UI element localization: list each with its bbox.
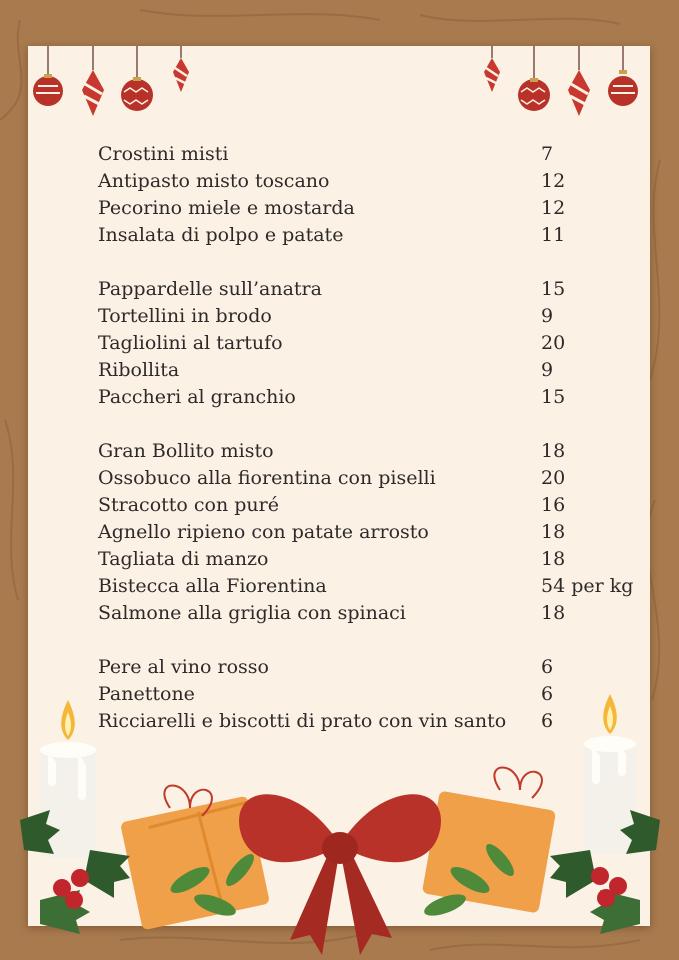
menu-item-price: 20 bbox=[541, 467, 566, 489]
menu-item-name: Ribollita bbox=[98, 359, 180, 381]
menu-item-name: Gran Bollito misto bbox=[98, 440, 274, 462]
menu-item-name: Stracotto con puré bbox=[98, 494, 279, 516]
menu-item bbox=[98, 303, 638, 330]
menu-item bbox=[98, 141, 638, 168]
menu-item-price: 15 bbox=[541, 278, 566, 300]
menu-item-name: Antipasto misto toscano bbox=[98, 170, 330, 192]
menu-item-price: 6 bbox=[541, 683, 554, 705]
menu-item-price: 20 bbox=[541, 332, 566, 354]
menu-item-price: 54 per kg bbox=[541, 575, 634, 597]
menu-item bbox=[98, 573, 638, 600]
menu-item-price: 18 bbox=[541, 602, 566, 624]
menu-item-price: 12 bbox=[541, 197, 566, 219]
menu-item-price: 12 bbox=[541, 170, 566, 192]
menu-item-name: Insalata di polpo e patate bbox=[98, 224, 344, 246]
menu-item bbox=[98, 330, 638, 357]
menu-item-name: Pecorino miele e mostarda bbox=[98, 197, 355, 219]
menu-item-price: 9 bbox=[541, 305, 554, 327]
menu-item bbox=[98, 681, 638, 708]
menu-section-antipasti bbox=[98, 141, 638, 249]
menu-item-name: Pappardelle sull’anatra bbox=[98, 278, 322, 300]
menu-item bbox=[98, 465, 638, 492]
menu-item-name: Tagliolini al tartufo bbox=[98, 332, 283, 354]
menu-item bbox=[98, 195, 638, 222]
menu-item bbox=[98, 654, 638, 681]
menu-item bbox=[98, 600, 638, 627]
menu-item-name: Ossobuco alla fiorentina con piselli bbox=[98, 467, 436, 489]
menu-item bbox=[98, 276, 638, 303]
menu-item bbox=[98, 519, 638, 546]
menu-item-name: Tagliata di manzo bbox=[98, 548, 269, 570]
menu-list bbox=[98, 141, 638, 762]
menu-section-dolci bbox=[98, 654, 638, 735]
menu-item bbox=[98, 222, 638, 249]
menu-item-price: 18 bbox=[541, 521, 566, 543]
menu-item-price: 6 bbox=[541, 656, 554, 678]
menu-item-price: 18 bbox=[541, 440, 566, 462]
menu-item-name: Bistecca alla Fiorentina bbox=[98, 575, 327, 597]
menu-item-price: 11 bbox=[541, 224, 566, 246]
menu-item-price: 9 bbox=[541, 359, 554, 381]
menu-item bbox=[98, 168, 638, 195]
menu-item-name: Panettone bbox=[98, 683, 195, 705]
menu-item-price: 18 bbox=[541, 548, 566, 570]
menu-item-price: 7 bbox=[541, 143, 554, 165]
menu-item bbox=[98, 708, 638, 735]
menu-item-price: 6 bbox=[541, 710, 554, 732]
menu-item-name: Ricciarelli e biscotti di prato con vin santo bbox=[98, 710, 507, 732]
menu-item bbox=[98, 492, 638, 519]
menu-item-name: Pere al vino rosso bbox=[98, 656, 269, 678]
menu-item-name: Tortellini in brodo bbox=[98, 305, 272, 327]
menu-item bbox=[98, 357, 638, 384]
menu-item-name: Crostini misti bbox=[98, 143, 229, 165]
menu-item-price: 15 bbox=[541, 386, 566, 408]
menu-item bbox=[98, 384, 638, 411]
menu-item-name: Paccheri al granchio bbox=[98, 386, 296, 408]
menu-item-name: Salmone alla griglia con spinaci bbox=[98, 602, 406, 624]
menu-section-primi bbox=[98, 276, 638, 411]
menu-item-price: 16 bbox=[541, 494, 566, 516]
menu-item bbox=[98, 438, 638, 465]
menu-section-secondi bbox=[98, 438, 638, 627]
menu-item-name: Agnello ripieno con patate arrosto bbox=[98, 521, 429, 543]
menu-item bbox=[98, 546, 638, 573]
